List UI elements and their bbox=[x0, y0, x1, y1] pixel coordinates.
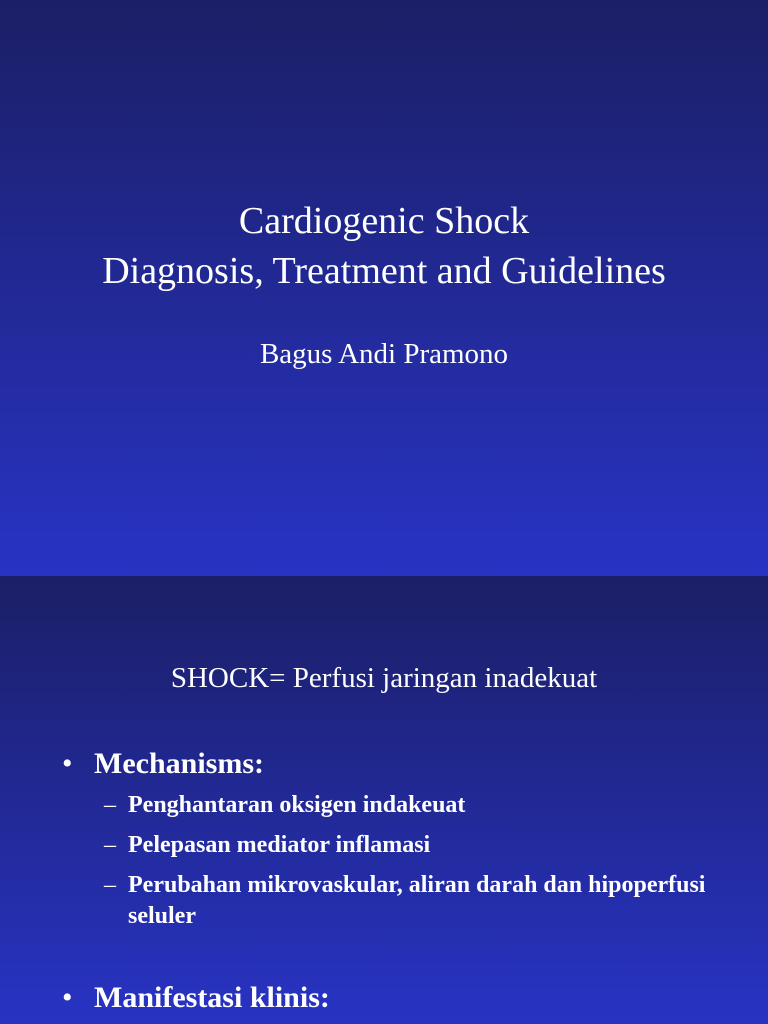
list-item-text: Penghantaran oksigen indakeuat bbox=[128, 792, 466, 818]
slide-title bbox=[0, 196, 768, 296]
bullet-mechanisms bbox=[62, 746, 264, 782]
bullet-dot-icon: • bbox=[62, 747, 73, 780]
bullet-manifestasi-klinis bbox=[62, 980, 330, 1016]
dash-icon: – bbox=[104, 792, 116, 818]
dash-icon: – bbox=[104, 832, 116, 858]
bullet-mechanisms-label: Mechanisms: bbox=[94, 747, 264, 780]
shock-definition: SHOCK= Perfusi jaringan inadekuat bbox=[170, 662, 598, 694]
slide-title-line-1: Cardiogenic Shock bbox=[238, 200, 530, 242]
mechanisms-sublist bbox=[104, 790, 744, 941]
bullet-dot-icon: • bbox=[62, 981, 73, 1014]
bullet-manifestasi-label: Manifestasi klinis: bbox=[94, 981, 330, 1014]
list-item-text: Pelepasan mediator inflamasi bbox=[128, 832, 431, 858]
list-item-text: Perubahan mikrovaskular, aliran darah dan hipoperfusi seluler bbox=[128, 872, 706, 929]
author-name: Bagus Andi Pramono bbox=[259, 338, 509, 370]
slide-title-line-2: Diagnosis, Treatment and Guidelines bbox=[102, 250, 666, 292]
list-item bbox=[104, 870, 744, 932]
dash-icon: – bbox=[104, 872, 116, 898]
list-item bbox=[104, 790, 744, 821]
list-item bbox=[104, 830, 744, 861]
content-slide bbox=[0, 576, 768, 1024]
